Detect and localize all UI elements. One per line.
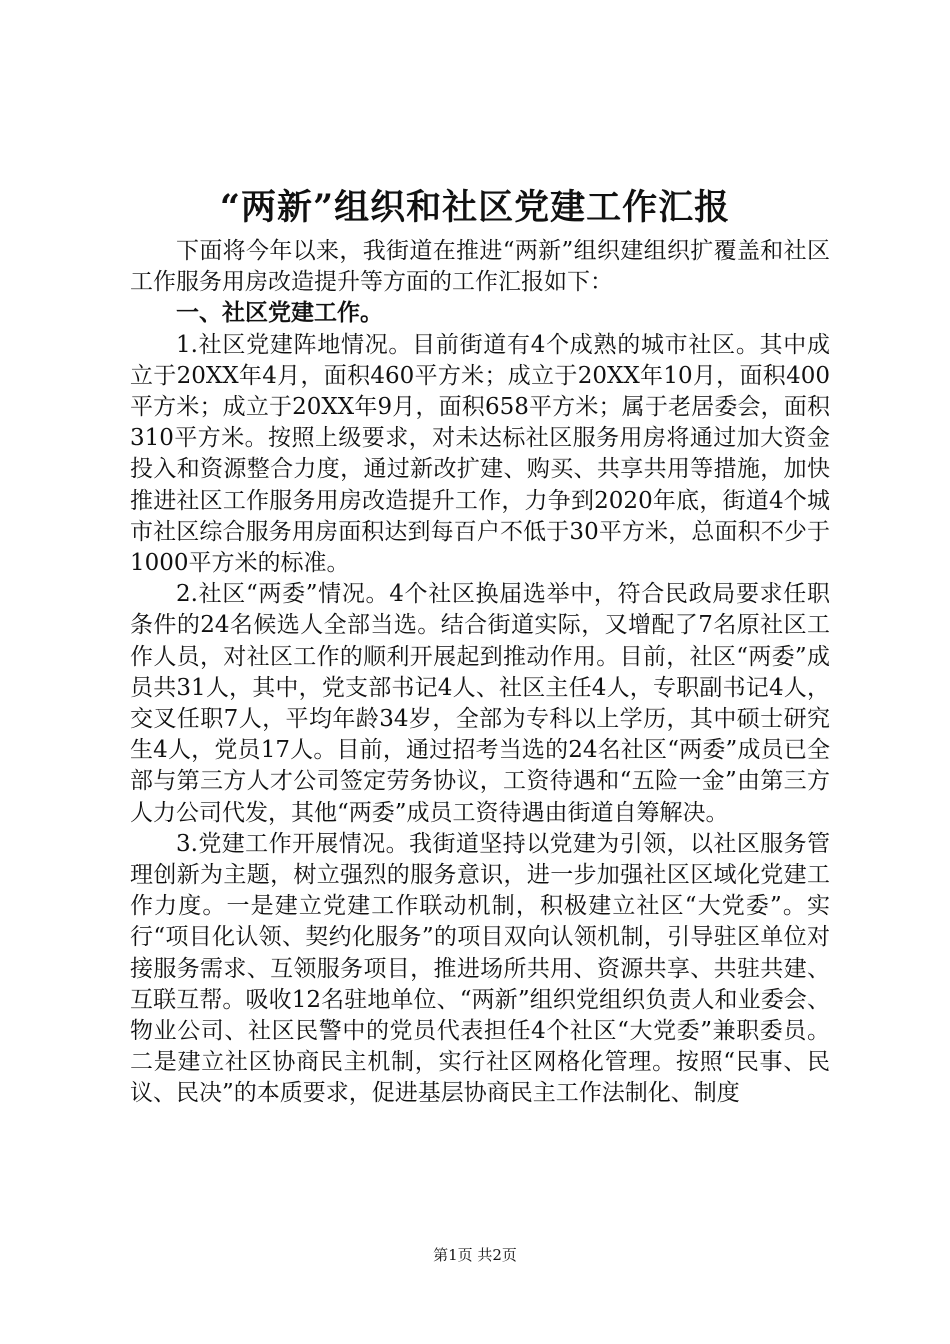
document-title: “两新”组织和社区党建工作汇报: [219, 187, 731, 228]
document-body: [130, 236, 830, 1110]
section-heading-1: 一、社区党建工作。: [176, 300, 383, 327]
page-footer: 第1页 共2页: [433, 1246, 517, 1264]
paragraph-2: 2.社区“两委”情况。4个社区换届选举中，符合民政局要求任职条件的24名候选人全部当选。结合街道实际，又增配了7名原社区工作人员，对社区工作的顺利开展起到推动作用。目前，社区“两委”成员共31人，其中，党支部书记4人、社区主任4人，专职副书记4人，交叉任职7人，平均年龄34岁，全部为专科以上学历，其中硕士研究生4人，党员17人。目前，通过招考当选的24名社区“两委”成员已全部与第三方人才公司签定劳务协议，工资待遇和“五险一金”由第三方人力公司代发，其他“两委”成员工资待遇由街道自筹解决。: [130, 581, 830, 826]
paragraph-3: 3.党建工作开展情况。我街道坚持以党建为引领，以社区服务管理创新为主题，树立强烈的服务意识，进一步加强社区区域化党建工作力度。一是建立党建工作联动机制，积极建立社区“大党委”。实行“项目化认领、契约化服务”的项目双向认领机制，引导驻区单位对接服务需求、互领服务项目，推进场所共用、资源共享、共驻共建、互联互帮。吸收12名驻地单位、“两新”组织党组织负责人和业委会、物业公司、社区民警中的党员代表担任4个社区“大党委”兼职委员。二是建立社区协商民主机制，实行社区网格化管理。按照“民事、民议、民决”的本质要求，促进基层协商民主工作法制化、制度: [130, 830, 830, 1107]
paragraph-1: 1.社区党建阵地情况。目前街道有4个成熟的城市社区。其中成立于20XX年4月，面积460平方米；成立于20XX年10月，面积400平方米；成立于20XX年9月，面积658平方米；属于老居委会，面积310平方米。按照上级要求，对未达标社区服务用房将通过加大资金投入和资源整合力度，通过新改扩建、购买、共享共用等措施，加快推进社区工作服务用房改造提升工作，力争到2020年底，街道4个城市社区综合服务用房面积达到每百户不低于30平方米，总面积不少于1000平方米的标准。: [130, 331, 830, 577]
intro-paragraph: 下面将今年以来，我街道在推进“两新”组织建组织扩覆盖和社区工作服务用房改造提升等方面的工作汇报如下：: [130, 238, 830, 296]
